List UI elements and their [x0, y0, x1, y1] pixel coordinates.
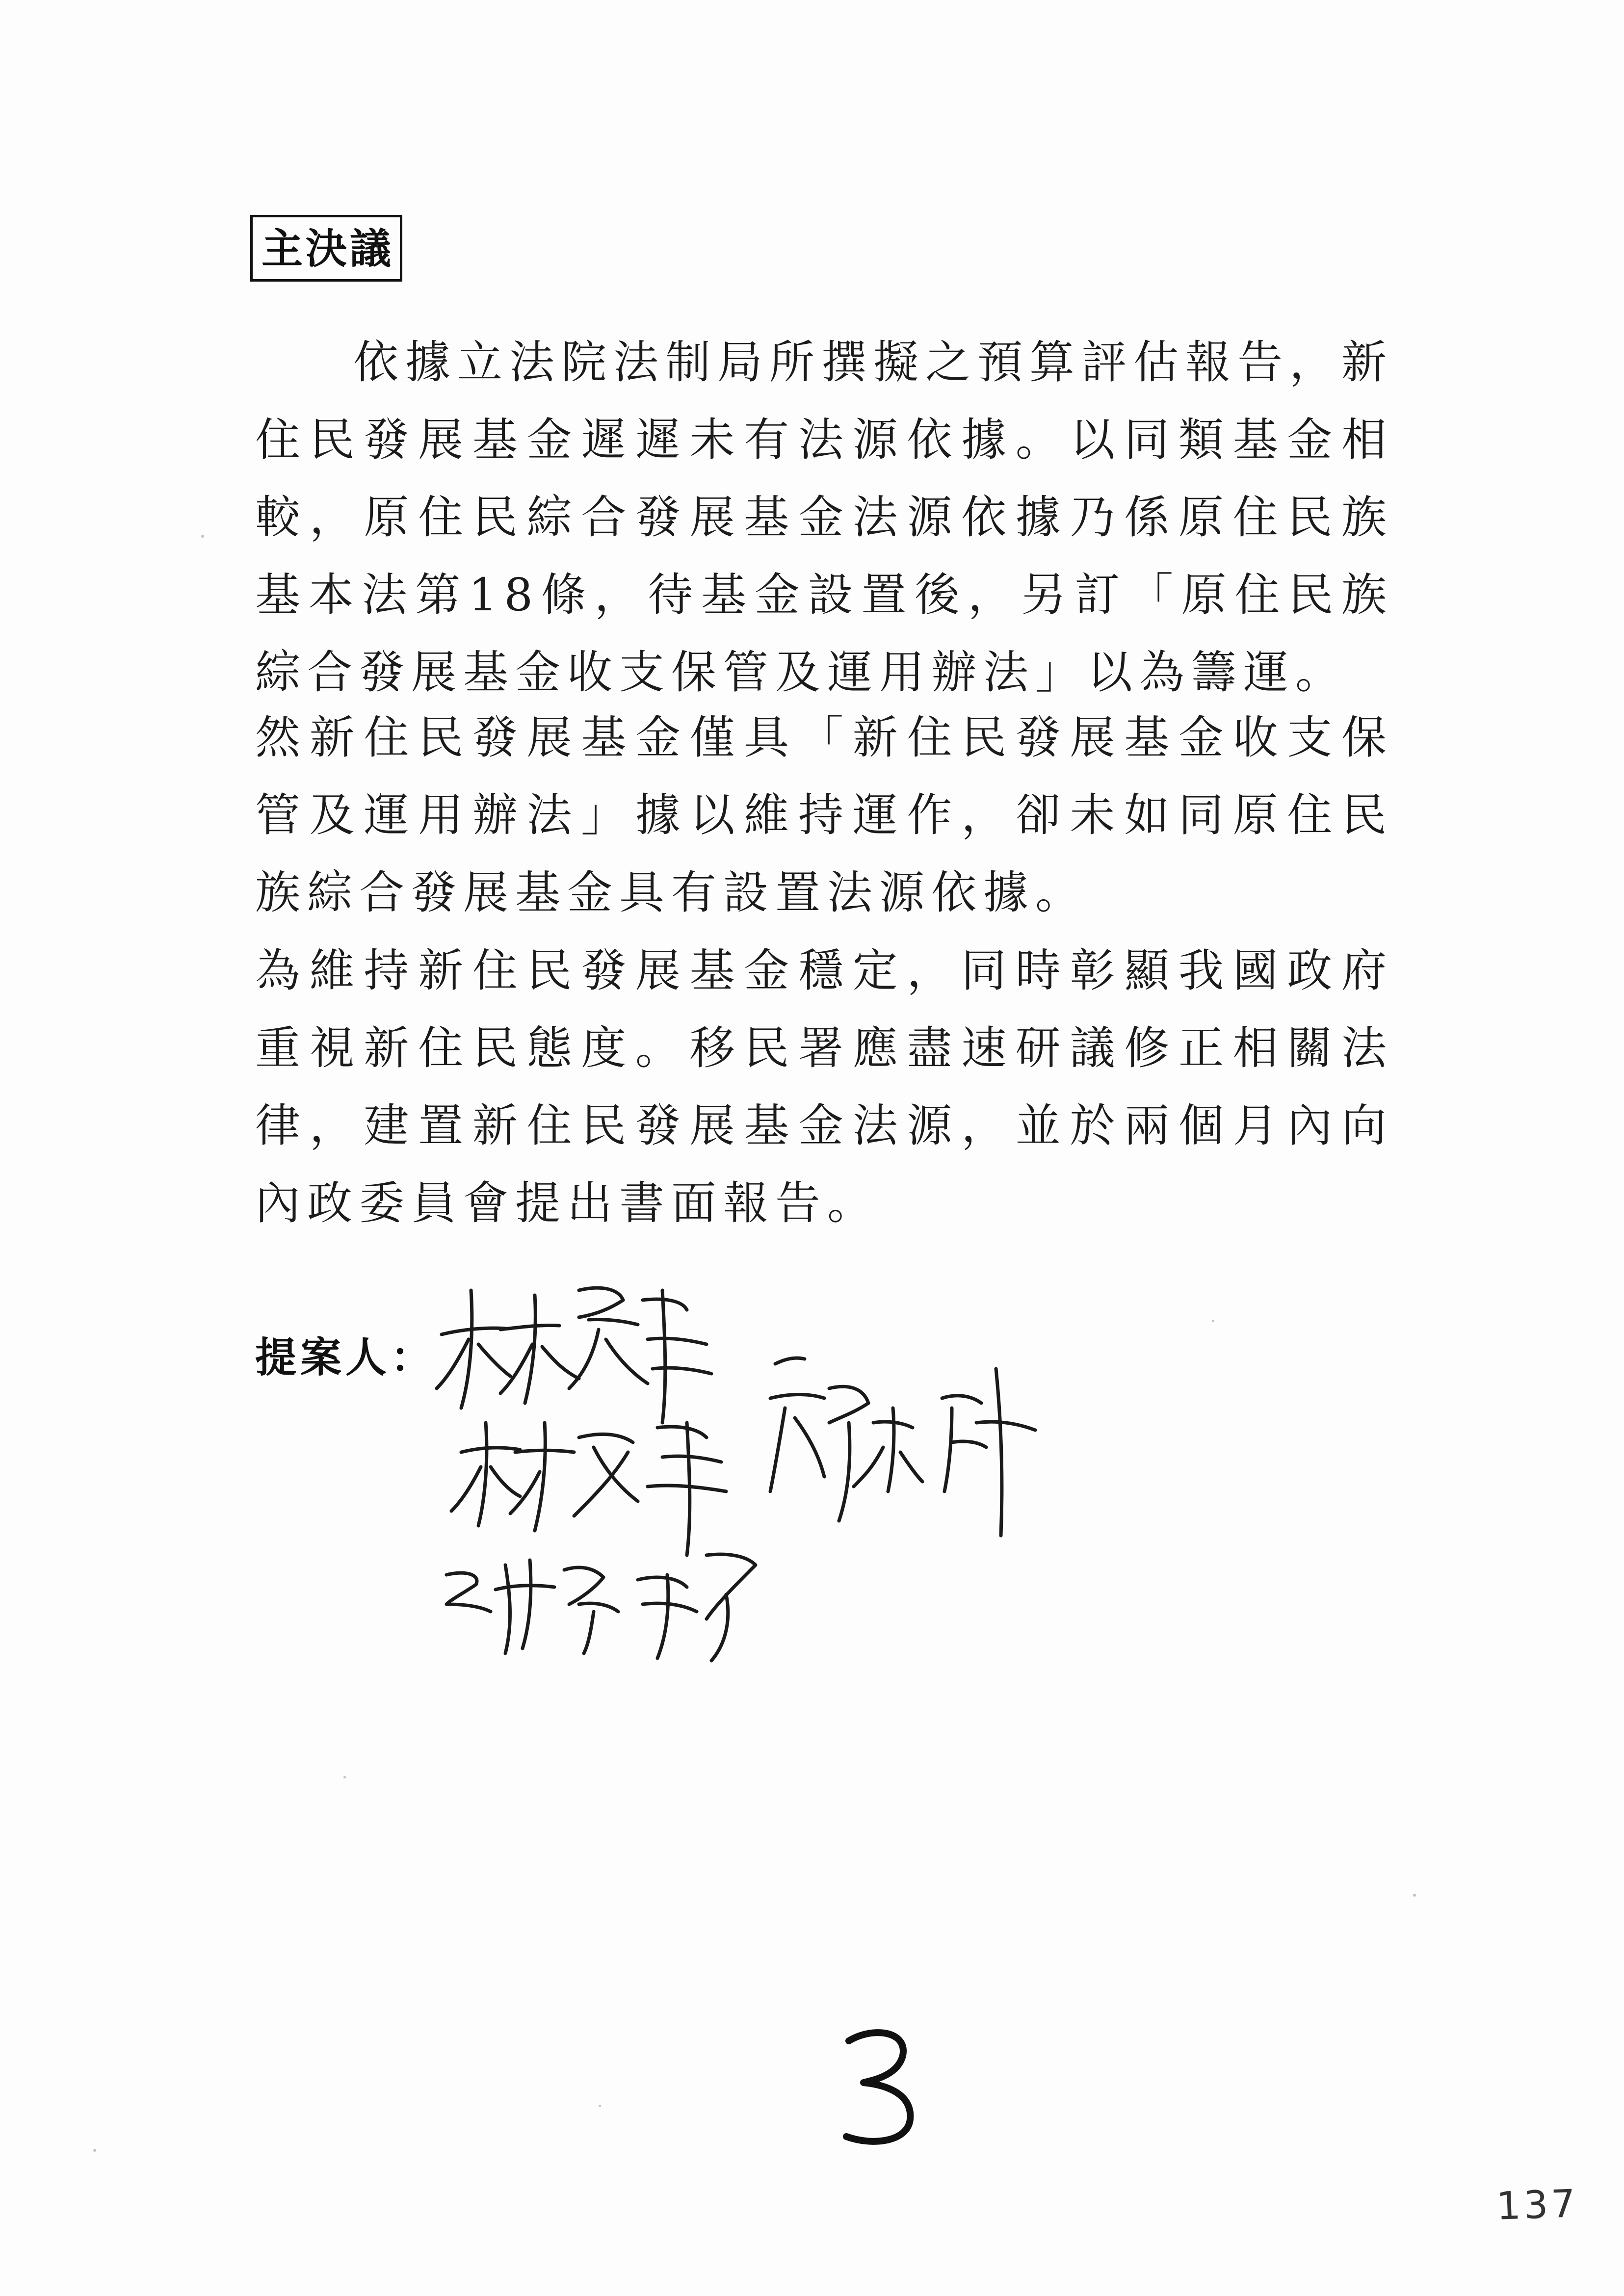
scan-speck	[1413, 1894, 1416, 1897]
scan-speck	[201, 535, 204, 538]
signature-4	[446, 1554, 756, 1661]
scan-speck	[93, 2149, 96, 2152]
signature-3	[770, 1358, 1035, 1536]
page-number-text: 3	[829, 2021, 830, 2022]
handwritten-signatures	[432, 1261, 1070, 1663]
scan-speck	[599, 2105, 601, 2107]
signature-1	[437, 1288, 711, 1423]
signature-drawing	[432, 1261, 1070, 1663]
stamp-number: 137	[1495, 2182, 1579, 2229]
scan-speck	[343, 1776, 346, 1778]
paragraph-resolution-request: 為維持新住民發展基金穩定，同時彰顯我國政府重視新住民態度。移民署應盡速研議修正相關法律，建置新住民發展基金法源，並於兩個月內向內政委員會提出書面報告。	[255, 944, 1393, 1229]
proposer-label: 提案人：	[255, 1333, 436, 1382]
signature-2	[451, 1423, 726, 1555]
paragraph-legal-basis: 依據立法院法制局所撰擬之預算評估報告，新住民發展基金遲遲未有法源依據。以同類基金相較，原住民綜合發展基金法源依據乃係原住民族基本法第18條，待基金設置後，另訂「原住民族綜合發展基金收支保管及運用辦法」以為籌運。	[255, 336, 1394, 699]
resolution-heading: 主決議	[250, 215, 402, 282]
scan-speck	[1212, 1320, 1214, 1322]
paragraph-fund-operation: 然新住民發展基金僅具「新住民發展基金收支保管及運用辦法」據以維持運作，卻未如同原住民族綜合發展基金具有設置法源依據。	[255, 711, 1393, 919]
page-number	[829, 2021, 927, 2149]
